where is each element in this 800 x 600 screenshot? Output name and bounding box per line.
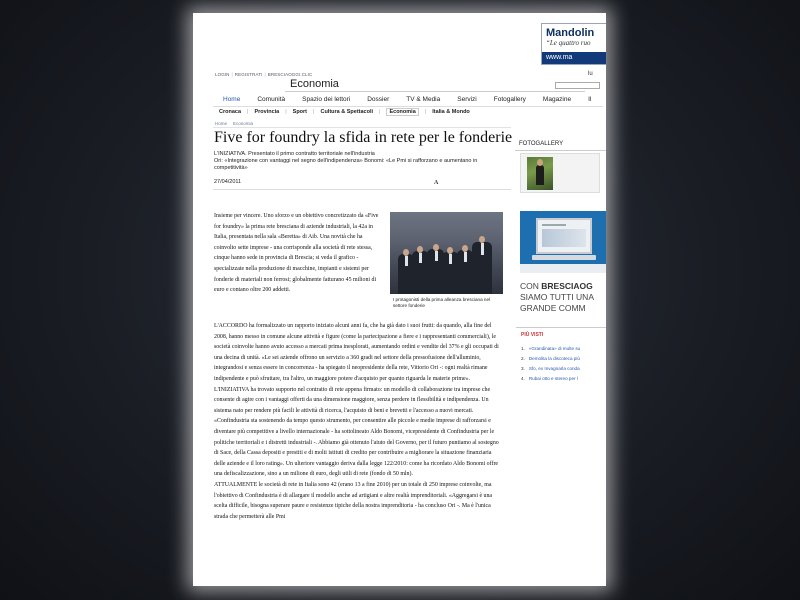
piu-visti-item[interactable]: 4. Rubai otto e stereo per l [521,376,578,381]
sidebar-ad[interactable] [520,211,606,273]
ad-stripe [520,264,606,273]
ad-text-line: SIAMO TUTTI UNA [520,292,594,302]
fotogallery-label: FOTOGALLERY [519,141,564,147]
person-face [403,249,409,256]
person-face [447,247,453,254]
person-shirt [464,252,467,262]
nav-more[interactable]: Il [588,96,592,103]
separator: | [313,109,315,115]
sidebar-ad-text[interactable] [520,281,594,314]
subnav-provincia[interactable]: Provincia [254,109,280,115]
subnav-economia[interactable]: Economia [386,108,418,116]
register-link[interactable]: REGISTRATI [234,72,263,77]
breadcrumb [215,121,253,126]
summary-line: Ori: «Integrazione con vantaggi nel segno dell'indipendenza» Bonomi: «Le Pmi si rafforzano e aumentano in competitività» [214,158,478,171]
divider [515,150,606,151]
laptop-screen [536,218,592,254]
article-body [214,321,504,522]
nav-magazine[interactable]: Magazine [542,96,572,103]
person-shirt [405,256,408,266]
nav-tv-media[interactable]: TV & Media [406,96,441,103]
person-shirt [435,251,438,261]
summary-line: L'INIZIATIVA. Presentato il primo contratto territoriale nell'industria [214,151,375,157]
ad-slogan: “Le quattro ruo [546,39,591,47]
person-shirt [481,243,484,255]
subnav-sport[interactable]: Sport [292,109,308,115]
piu-visti-box [516,327,606,387]
subnav-cultura[interactable]: Cultura & Spettacoli [320,109,374,115]
separator: | [231,72,233,77]
divider [213,189,511,190]
divider [213,106,603,107]
top-links [215,72,312,77]
nav-spazio-lettori[interactable]: Spazio dei lettori [302,96,351,103]
piu-visti-item[interactable]: 2. Demolita la discoteca più [521,356,580,361]
top-banner-ad[interactable] [541,23,606,65]
ad-text-brand: BRESCIAOG [541,281,593,291]
divider [213,127,511,128]
person-face [417,246,423,253]
person-face [479,236,485,243]
sub-nav [219,109,476,115]
search-input[interactable] [555,82,600,89]
bresciaoggi-clic-link[interactable]: BRESCIAOGGI.CLIC [267,72,313,77]
article-page [193,13,606,586]
nav-comunita[interactable]: Comunità [257,96,286,103]
breadcrumb-home[interactable]: Home [215,121,228,126]
piu-visti-list [521,344,580,384]
article-photo[interactable] [390,212,503,313]
main-nav [223,96,606,103]
ad-brand: Mandolin [546,27,595,39]
separator: | [379,109,381,115]
subnav-cronaca[interactable]: Cronaca [219,109,242,115]
article-date: 27/04/2011 [214,179,242,185]
piu-visti-item[interactable]: 1. «Grandinata» di multe su [521,346,581,351]
nav-servizi[interactable]: Servizi [457,96,477,103]
photo-caption: I protagonisti della prima alleanza bresciana nel settore fonderie [393,297,491,308]
section-title: Economia [290,78,339,90]
separator: | [264,72,266,77]
ad-url: www.ma [542,52,606,64]
person-shirt [449,254,452,264]
laptop-base [532,255,596,260]
nav-dossier[interactable]: Dossier [367,96,390,103]
header-right-label: lu [588,71,593,77]
article-headline: Five for foundry la sfida in rete per le fonderie [214,129,513,146]
nav-home[interactable]: Home [223,96,241,103]
photo-image [390,212,503,294]
person-shirt [419,253,422,263]
piu-visti-item[interactable]: 3. Sfo, ex Invagnarla conda [521,366,580,371]
ad-text-prefix: CON [520,281,542,291]
separator: | [424,109,427,115]
separator: | [247,109,249,115]
ad-text-line: GRANDE COMM [520,303,586,313]
login-link[interactable]: LOGIN [215,72,230,77]
subnav-italia-mondo[interactable]: Italia & Mondo [432,109,470,115]
article-intro: Insieme per vincere. Uno sforzo e un obiettivo concretizzato da «Five for foundry» la prima rete bresciana di aziende industriali, la 42a in Italia, presentata nella sala «Beretta» di Aib. Una novità che ha coinvolto sette imprese - una corrisponde alla società di rete stessa, cinque hanno sede in provincia di Brescia; si veda il grafico - specializzate nella produzione di macchine, impianti e sistemi per fonderie di materiali non ferrosi; globalmente fatturano 45 milioni di euro e contano oltre 200 addetti. [214,213,379,294]
separator: | [285,109,287,115]
article-summary [214,151,504,172]
article-paragraph: L'INIZIATIVA ha trovato supporto nel contratto di rete appena firmato: un modello di collaborazione tra imprese che consente di agire con i vantaggi offerti da una dimensione maggiore, senza perdere in flessibilità e indipendenza. Un sistema nato per rendere più facili le attività di ricerca, l'acquisto di beni e brevetti e l'accesso a nuovi mercati. «Confindustria sta sostenendo da tempo questo strumento, per consentire alle piccole e medie imprese di rafforzarsi e diventare più competitive a livello internazionale - ha sottolineato Aldo Bonomi, vicepresidente di Confindustria per le politiche territoriali e i distretti industriali -. Abbiamo già ottenuto l'aiuto del Governo, per il futuro puntiamo al sostegno di Sace, della Cassa depositi e prestiti e di molti istituti di credito per contribuire a migliorare la situazione finanziaria delle aziende e il loro rating». Un ulteriore vantaggio deriva dalla legge 122/2010: come ha ricordato Aldo Bonomi offre una defiscalizzazione, sino a un milione di euro, degli utili di rete (fondo di 50 mln). [214,386,499,478]
font-size-button[interactable]: A [434,180,439,186]
article-paragraph: L'ACCORDO ha formalizzato un rapporto iniziato alcuni anni fa, che ha già dato i suoi frutti: da quando, alla fine del 2008, hanno messo in comune alcune attività e figure (come la partecipazione a fiere e i rappresentanti commerciali), le società coinvolte hanno avuto accesso a mercati prima inesplorati, aumentando ordini e vendite del 37% e gli occupati di una decina di unità. «Le sei aziende offrono un servizio a 360 gradi nel settore della pressofusione dell'alluminio, integrandosi e senza essere in concorrenza - ha spiegato il neopresidente della rete, Vittorio Ori -: ogni realtà rimane indipendente e può sfruttare, tra l'altro, un maggiore potere d'acquisto per quanto riguarda le materie prime». [214,323,499,382]
person-face [433,244,439,251]
breadcrumb-economia[interactable]: Economia [233,121,254,126]
piu-visti-title: PIÙ VISTI [521,332,544,338]
gallery-photo [527,157,553,190]
person-face [462,245,468,252]
article-paragraph: ATTUALMENTE le società di rete in Italia sono 42 (erano 13 a fine 2010) per un totale di 250 imprese coinvolte, ma l'obiettivo di Confindustria è di allargare il modello anche ad artigiani e altre realtà imprenditoriali. «Aggregarsi è una scelta difficile, bisogna superare paure e resistenze tipiche della nostra imprenditoria - ha concluso Ori -. Ma è l'unica strada che permetterà alle Pmi [214,481,493,520]
divider [285,91,585,92]
fotogallery-thumbnail[interactable] [520,153,600,193]
nav-fotogallery[interactable]: Fotogallery [493,96,526,103]
